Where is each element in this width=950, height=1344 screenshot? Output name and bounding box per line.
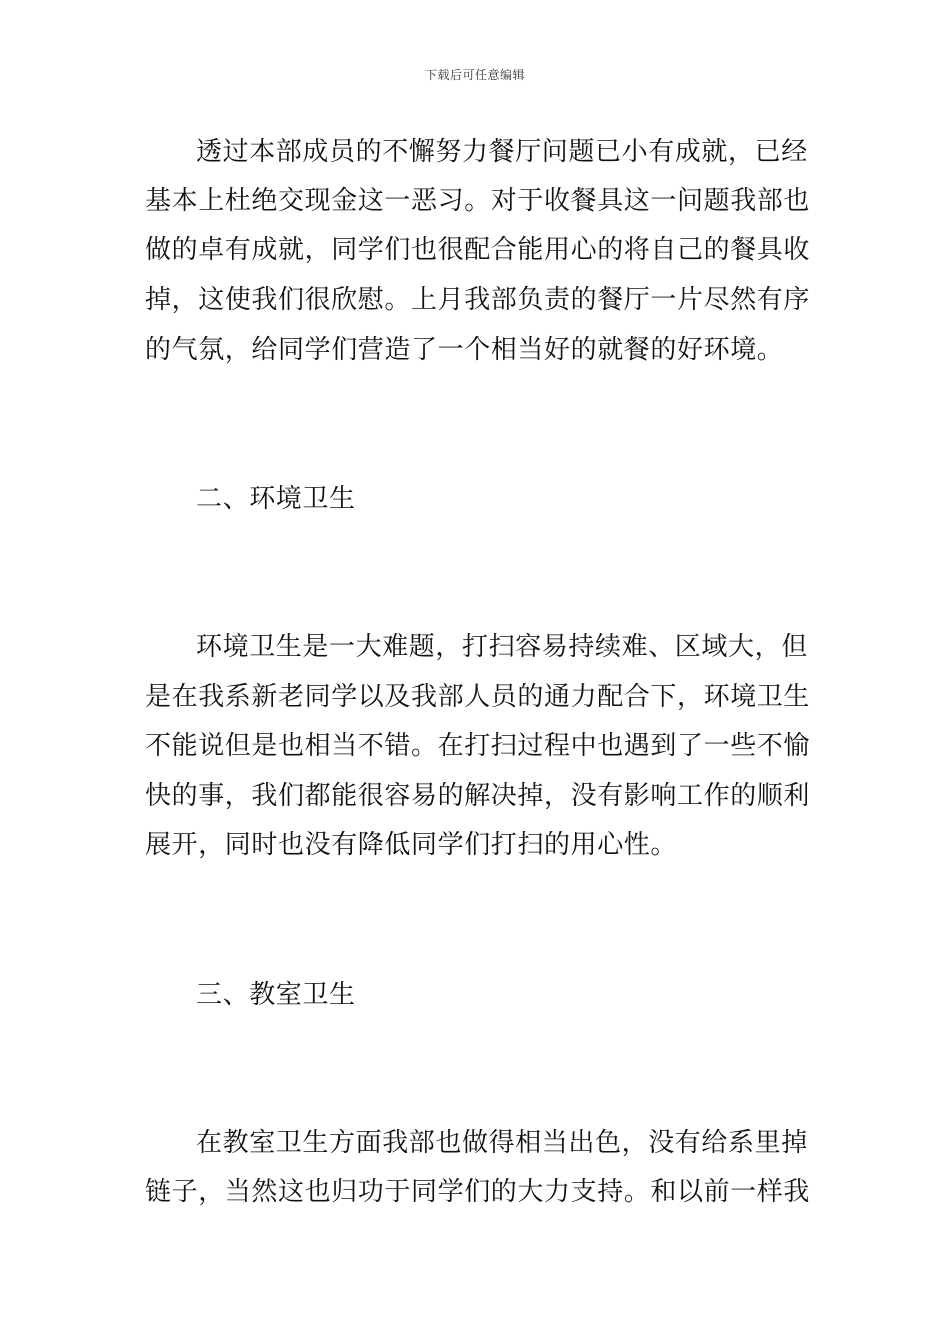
paragraph-line: 展开，同时也没有降低同学们打扫的用心性。	[145, 830, 678, 860]
paragraph-line: 在教室卫生方面我部也做得相当出色，没有给系里掉	[196, 1128, 808, 1158]
section-heading-environment: 二、环境卫生	[196, 484, 356, 514]
section-heading-classroom: 三、教室卫生	[196, 980, 356, 1010]
paragraph-line: 快的事，我们都能很容易的解决掉，没有影响工作的顺利	[145, 781, 811, 811]
paragraph-line: 做的卓有成就，同学们也很配合能用心的将自己的餐具收	[145, 235, 811, 265]
paragraph-line: 基本上杜绝交现金这一恶习。对于收餐具这一问题我部也	[145, 186, 811, 216]
paragraph-line: 链子，当然这也归功于同学们的大力支持。和以前一样我	[145, 1177, 811, 1207]
header-note: 下载后可任意编辑	[424, 68, 525, 82]
paragraph-line: 的气氛，给同学们营造了一个相当好的就餐的好环境。	[145, 335, 784, 365]
paragraph-line: 掉，这使我们很欣慰。上月我部负责的餐厅一片尽然有序	[145, 285, 811, 315]
paragraph-line: 是在我系新老同学以及我部人员的通力配合下，环境卫生	[145, 682, 811, 712]
paragraph-line: 透过本部成员的不懈努力餐厅问题已小有成就，已经	[196, 137, 808, 167]
paragraph-line: 环境卫生是一大难题，打扫容易持续难、区域大，但	[196, 632, 808, 662]
paragraph-line: 不能说但是也相当不错。在打扫过程中也遇到了一些不愉	[145, 731, 811, 761]
